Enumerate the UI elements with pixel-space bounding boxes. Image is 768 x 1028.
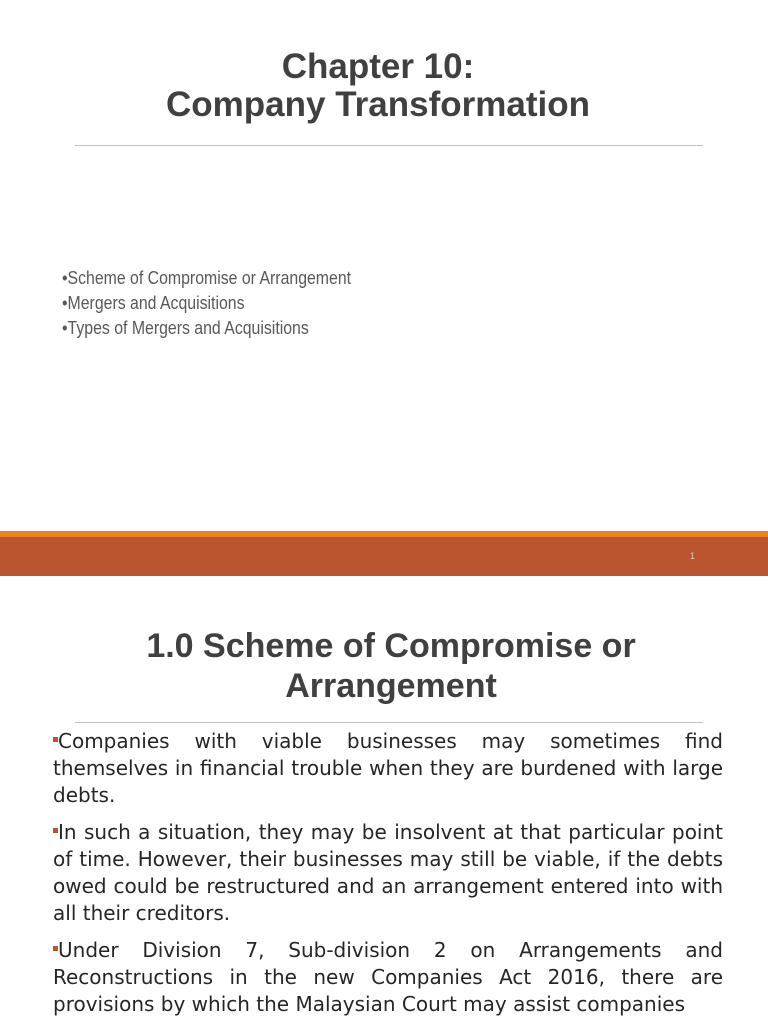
title-line-1: 1.0 Scheme of Compromise or [146,627,636,665]
bullet-paragraph [53,728,723,809]
footer-stripe [0,531,768,537]
bullet-paragraph [53,937,723,1018]
page-number: 1 [690,551,696,561]
slide-body [53,728,723,1028]
paragraph-text: In such a situation, they may be insolvent at that particular point of time. However, their businesses may still be viable, if the debts owed could be restructured and an arrangement entered into with all their creditors. [53,820,723,925]
paragraph-text: Companies with viable businesses may sometimes find themselves in financial trouble when they are burdened with large debts. [53,729,723,807]
title-divider [75,145,703,146]
topic-list [62,266,351,341]
topic-item: •Types of Mergers and Acquisitions [62,318,309,338]
paragraph-text: Under Division 7, Sub-division 2 on Arrangements and Reconstructions in the new Companies Act 2016, there are provisions by which the Malaysian Court may assist companies [53,938,723,1016]
title-line-1: Chapter 10: [281,47,475,86]
title-line-2: Arrangement [285,667,497,705]
square-bullet-icon [53,828,58,833]
square-bullet-icon [53,946,58,951]
slide-title [0,48,756,124]
topic-item: •Scheme of Compromise or Arrangement [62,268,352,288]
slide-title [0,626,768,706]
title-line-2: Company Transformation [166,85,590,124]
square-bullet-icon [53,737,58,742]
title-divider [75,722,703,723]
topic-item: •Mergers and Acquisitions [62,293,245,313]
footer-bar [0,531,768,576]
slide-2 [0,576,768,1024]
bullet-paragraph [53,819,723,927]
